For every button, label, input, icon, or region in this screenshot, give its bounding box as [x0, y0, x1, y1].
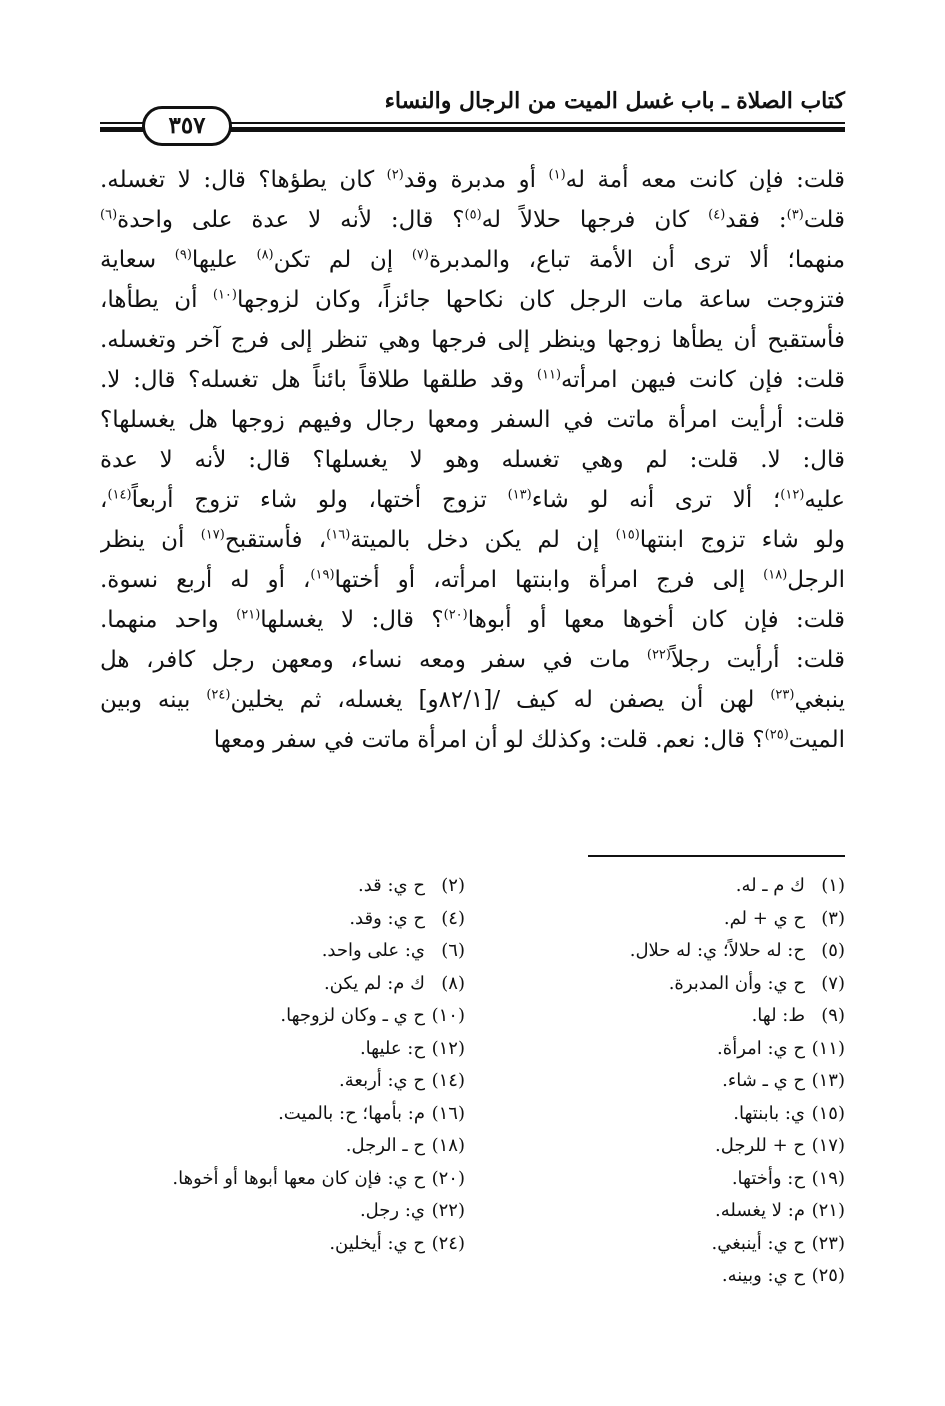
text-run: الميت — [788, 727, 845, 753]
text-run: قلت: أرأيت رجلاً — [670, 647, 845, 673]
footnote-ref: (٤) — [708, 207, 726, 223]
footnote-item — [105, 1228, 465, 1261]
text-run: إلى فرج امرأة وابنتها امرأته، أو أختها — [334, 567, 764, 593]
footnote-item — [105, 1195, 465, 1228]
footnote-ref: (١١) — [536, 367, 562, 383]
footnote-number: (١٠) — [431, 1005, 465, 1026]
footnote-ref: (١٢) — [780, 487, 805, 503]
footnote-text: ح ي: أربعة. — [339, 1070, 425, 1091]
text-run: لهن أن يصفن له كيف /[٨٢/١و] يغسله، ثم يخلين — [230, 687, 771, 713]
footnote-item — [485, 1228, 845, 1261]
text-line — [100, 160, 845, 200]
footnote-text: م: لا يغسله. — [715, 1200, 805, 1221]
footnote-item — [105, 1033, 465, 1066]
footnotes-right-column — [485, 870, 845, 1293]
footnote-ref: (٧) — [411, 247, 429, 263]
footnote-number: (٦) — [441, 940, 465, 961]
footnotes-left-column — [105, 870, 465, 1260]
text-line — [100, 720, 845, 760]
footnote-text: ك م ـ له. — [735, 875, 805, 896]
footnote-ref: (٥) — [464, 207, 482, 223]
footnote-item — [485, 1163, 845, 1196]
text-run: ، — [100, 487, 108, 513]
footnote-text: ح ي: وقد. — [349, 907, 425, 929]
footnote-text: م: بأمها؛ ح: بالميت. — [278, 1102, 425, 1124]
footnote-text: ح ي: أيخلين. — [329, 1232, 425, 1254]
footnote-number: (٤) — [441, 907, 465, 929]
footnote-text: ح: وأختها. — [731, 1167, 805, 1189]
text-run: فتزوجت ساعة مات الرجل كان نكاحها جائزاً، وكان لزوجها — [236, 287, 845, 313]
footnote-ref: (٢١) — [236, 607, 261, 623]
text-run: قلت: أرأيت امرأة ماتت في السفر ومعها رجال وفيهم زوجها هل يغسلها؟ — [100, 407, 845, 433]
footnote-number: (٨) — [441, 972, 465, 994]
text-run: منهما؛ ألا ترى أن الأمة تباع، والمدبرة — [428, 247, 845, 273]
text-line — [100, 400, 845, 440]
footnote-number: (٢٢) — [431, 1200, 465, 1221]
text-run: فأستقبح أن يطأها زوجها وينظر إلى فرجها وهي تنظر إلى فرج آخر وتغسله. — [100, 327, 845, 353]
text-run: ولو شاء تزوج ابنتها — [639, 527, 845, 553]
footnote-number: (٧) — [821, 972, 845, 994]
footnote-ref: (١٧) — [200, 527, 225, 543]
text-run: وقد طلقها طلاقاً بائناً هل تغسله؟ قال: لا. — [100, 367, 537, 393]
footnote-ref: (٢٥) — [764, 727, 789, 743]
footnote-item — [105, 1000, 465, 1033]
text-run: : فقد — [725, 207, 787, 233]
text-run: واحد منهما. — [100, 607, 237, 633]
footnote-number: (٢٤) — [431, 1232, 465, 1254]
footnote-ref: (٢٣) — [770, 687, 795, 703]
main-text — [100, 160, 845, 760]
footnote-text: ح ي: وأن المدبرة. — [668, 972, 805, 994]
page-number: ٣٥٧ — [142, 106, 232, 146]
footnote-text: ح ي: فإن كان معها أبوها أو أخوها. — [172, 1167, 425, 1189]
footnote-item — [105, 935, 465, 968]
text-run: قلت: فإن كانت فيهن امرأته — [561, 367, 845, 393]
text-line — [100, 240, 845, 280]
text-run: ، فأستقبح — [224, 527, 327, 553]
footnote-text: ح ي: أينبغي. — [711, 1232, 805, 1254]
footnote-number: (١٧) — [811, 1135, 845, 1156]
footnote-separator — [588, 855, 845, 857]
text-run: ؟ قال: نعم. قلت: وكذلك لو أن امرأة ماتت في سفر ومعها — [213, 727, 765, 753]
footnote-text: ح: له حلالاً؛ ي: له حلال. — [629, 940, 805, 961]
footnote-item — [485, 1065, 845, 1098]
footnote-number: (١٤) — [431, 1070, 465, 1091]
footnote-item — [485, 1260, 845, 1293]
footnote-number: (٥) — [821, 940, 845, 961]
text-run: مات في سفر ومعه نساء، ومعهن رجل كافر، هل — [100, 647, 647, 673]
running-title: كتاب الصلاة ـ باب غسل الميت من الرجال والنساء — [384, 88, 845, 114]
text-run: تزوج أختها، ولو شاء تزوج أربعاً — [131, 487, 508, 513]
footnote-item — [485, 1130, 845, 1163]
footnote-ref: (١٨) — [763, 567, 788, 583]
footnote-text: ي: بابنتها. — [733, 1102, 805, 1124]
text-run: إن لم يكن دخل بالميتة — [350, 527, 616, 553]
footnote-ref: (٣) — [786, 207, 804, 223]
text-line — [100, 280, 845, 320]
footnote-ref: (١٩) — [310, 567, 335, 583]
footnote-number: (١٥) — [811, 1102, 845, 1124]
footnote-number: (٩) — [821, 1005, 845, 1026]
text-line — [100, 680, 845, 720]
footnote-item — [105, 1130, 465, 1163]
footnote-number: (٣) — [821, 907, 845, 929]
footnote-text: ي: رجل. — [359, 1200, 425, 1221]
footnote-ref: (١٣) — [507, 487, 532, 503]
text-run: إن لم تكن — [273, 247, 412, 273]
footnote-item — [485, 1033, 845, 1066]
text-line — [100, 520, 845, 560]
footnote-number: (٢) — [441, 875, 465, 896]
footnote-number: (٢١) — [811, 1200, 845, 1221]
footnote-item — [485, 935, 845, 968]
footnote-item — [485, 1000, 845, 1033]
footnote-ref: (٢) — [386, 167, 404, 183]
text-run: عليها — [191, 247, 257, 273]
footnote-ref: (١٠) — [212, 287, 237, 303]
footnote-text: ح ي: وبينه. — [721, 1265, 805, 1286]
footnote-item — [485, 1195, 845, 1228]
text-run: أن ينظر — [100, 527, 201, 553]
text-line — [100, 360, 845, 400]
footnote-text: ح ي: امرأة. — [717, 1037, 805, 1059]
footnote-text: ح ي ـ وكان لزوجها. — [280, 1005, 425, 1026]
text-line — [100, 640, 845, 680]
footnote-ref: (١٤) — [107, 487, 132, 503]
footnote-text: ح ي: قد. — [358, 875, 425, 896]
footnote-item — [485, 968, 845, 1001]
text-line — [100, 600, 845, 640]
footnote-number: (١٦) — [431, 1102, 465, 1124]
footnote-number: (١٩) — [811, 1167, 845, 1189]
text-line — [100, 200, 845, 240]
footnote-ref: (٢٠) — [443, 607, 468, 623]
footnote-item — [485, 1098, 845, 1131]
text-run: ، أو له أربع نسوة. — [100, 567, 311, 593]
text-line — [100, 480, 845, 520]
footnote-ref: (١٥) — [615, 527, 640, 543]
footnote-number: (٢٣) — [811, 1232, 845, 1254]
footnote-item — [105, 1065, 465, 1098]
text-run: ؛ ألا ترى أنه لو شاء — [531, 487, 781, 513]
footnote-number: (٢٠) — [431, 1167, 465, 1189]
footnote-number: (٢٥) — [811, 1265, 845, 1286]
footnote-number: (١٢) — [431, 1037, 465, 1059]
footnote-ref: (١٦) — [326, 527, 351, 543]
footnote-text: ح + للرجل. — [715, 1135, 805, 1156]
text-line — [100, 320, 845, 360]
footnote-item — [485, 870, 845, 903]
footnote-text: ح: عليها. — [359, 1037, 425, 1059]
text-run: قال: لا. قلت: لم وهي تغسله وهو لا يغسلها؟ قال: لأنه لا عدة — [100, 447, 845, 473]
footnote-ref: (٢٢) — [646, 647, 671, 663]
text-line — [100, 440, 845, 480]
footnote-item — [105, 870, 465, 903]
footnote-ref: (٨) — [256, 247, 274, 263]
footnote-item — [105, 1098, 465, 1131]
footnote-text: ي: على واحد. — [321, 940, 425, 961]
footnote-ref: (٩) — [174, 247, 192, 263]
footnote-number: (١١) — [811, 1037, 845, 1059]
text-run: أن يطأها، — [100, 287, 213, 313]
footnote-text: ك م: لم يكن. — [323, 972, 425, 994]
footnote-number: (١٨) — [431, 1135, 465, 1156]
footnote-ref: (٢٤) — [206, 687, 231, 703]
text-run: الرجل — [787, 567, 845, 593]
text-run: عليه — [804, 487, 845, 513]
text-run: بينه وبين — [100, 687, 207, 713]
footnote-ref: (٦) — [100, 207, 118, 223]
text-run: قلت — [803, 207, 845, 233]
footnote-ref: (١) — [548, 167, 566, 183]
text-run: كان يطؤها؟ قال: لا تغسله. — [100, 167, 387, 193]
footnote-item — [105, 1163, 465, 1196]
footnote-item — [105, 903, 465, 936]
text-run: قلت: فإن كانت معه أمة له — [565, 167, 845, 193]
text-run: كان فرجها حلالاً له — [481, 207, 709, 233]
text-run: ؟ قال: لأنه لا عدة على واحدة — [117, 207, 465, 233]
text-run: ؟ قال: لا يغسلها — [260, 607, 444, 633]
footnote-text: ط: لها. — [751, 1005, 805, 1026]
footnote-item — [105, 968, 465, 1001]
text-run: أو مدبرة وقد — [403, 167, 549, 193]
text-run: قلت: فإن كان أخوها معها أو أبوها — [467, 607, 845, 633]
text-run: ينبغي — [794, 687, 845, 713]
footnote-number: (١٣) — [811, 1070, 845, 1091]
text-run: سعاية — [100, 247, 175, 273]
footnote-text: ح ي + لم. — [723, 907, 805, 929]
text-line — [100, 560, 845, 600]
footnote-item — [485, 903, 845, 936]
footnote-text: ح ي ـ شاء. — [722, 1070, 805, 1091]
footnote-number: (١) — [821, 875, 845, 896]
footnote-text: ح ـ الرجل. — [345, 1135, 425, 1156]
